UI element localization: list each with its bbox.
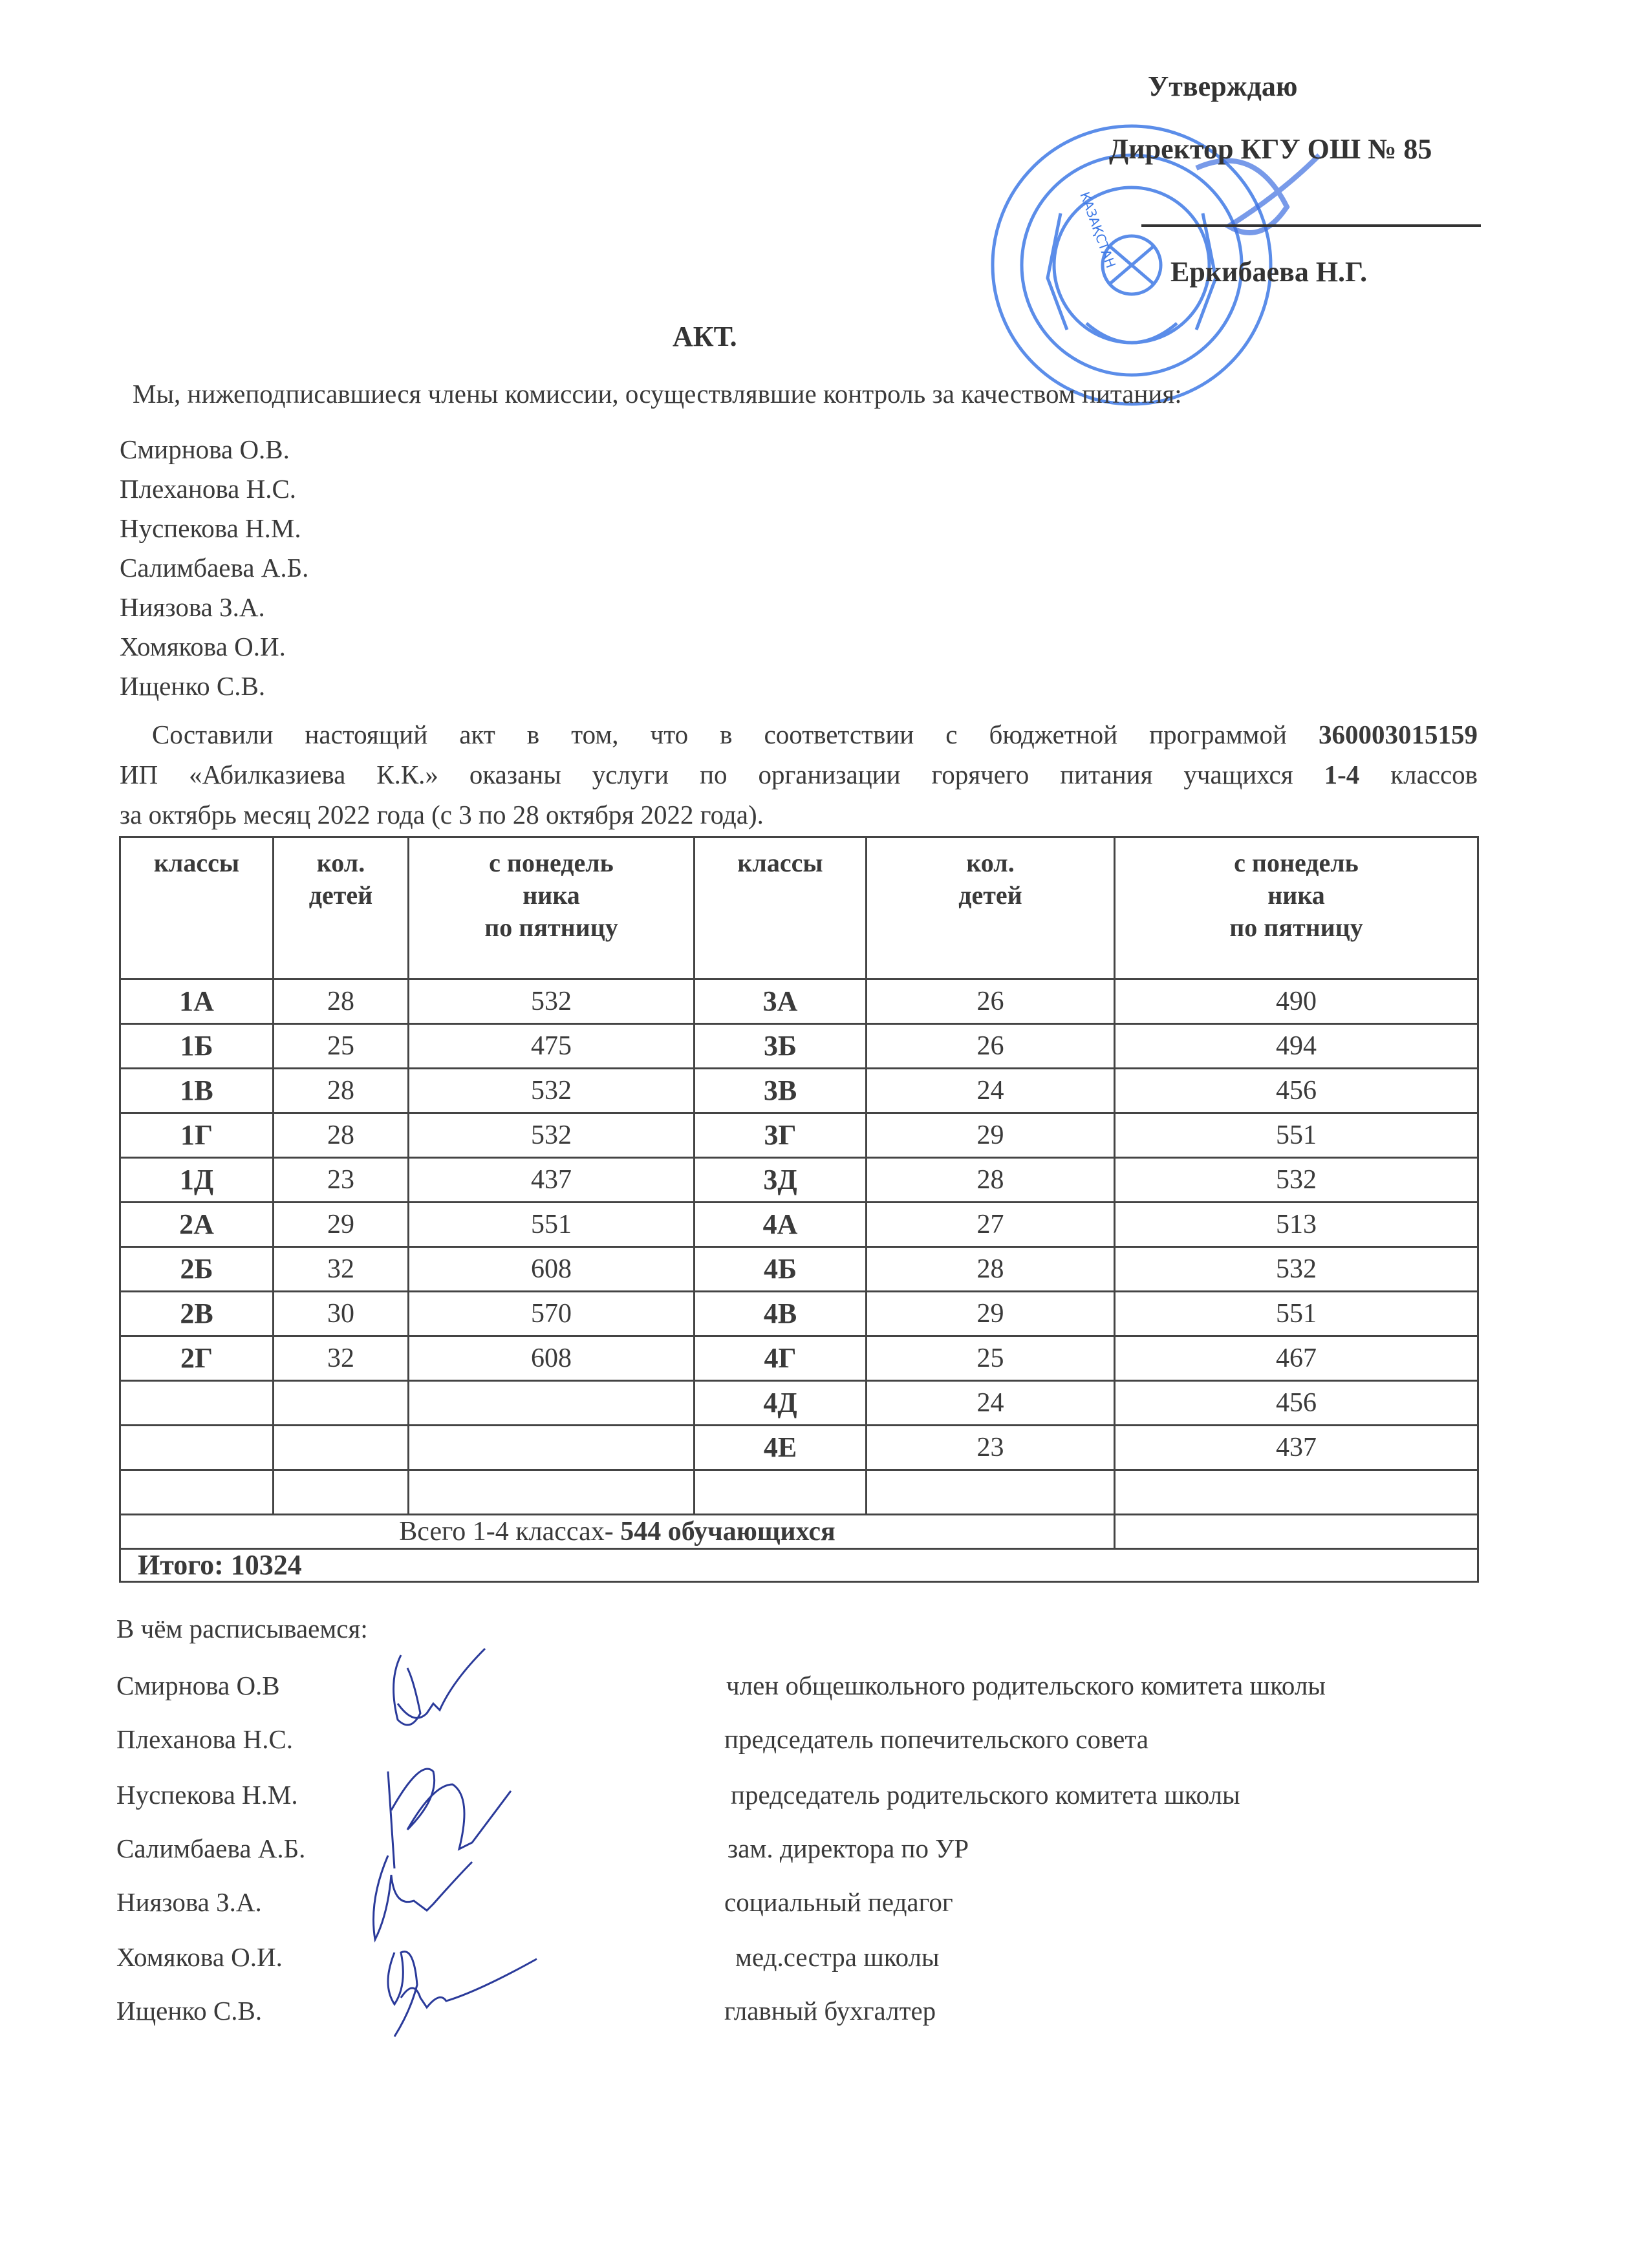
- count-cell: 23: [867, 1426, 1115, 1470]
- meals-cell: 532: [409, 979, 695, 1024]
- header-count: кол. детей: [274, 837, 409, 979]
- paragraph-line-3: за октябрь месяц 2022 года (с 3 по 28 октября 2022 года).: [120, 800, 764, 829]
- signature-name: Ищенко С.В.: [116, 1996, 263, 2026]
- signatures-heading: В чём расписываемся:: [116, 1614, 368, 1643]
- signature-name: Салимбаева А.Б.: [116, 1834, 306, 1863]
- header-classes: классы: [695, 837, 867, 979]
- signature-role: социальный педагог: [724, 1887, 953, 1917]
- meals-cell: 608: [409, 1336, 695, 1381]
- program-number: 360003015159: [1319, 720, 1478, 749]
- meals-table: [119, 836, 1479, 1583]
- header-count: кол. детей: [867, 837, 1115, 979]
- count-cell: 24: [867, 1069, 1115, 1113]
- table-row: [120, 979, 1478, 1024]
- signature-role: председатель родительского комитета школы: [731, 1780, 1240, 1810]
- count-cell: 28: [867, 1247, 1115, 1292]
- class-cell: 2Б: [120, 1247, 274, 1292]
- total-students-cell: [120, 1515, 1115, 1549]
- header-classes: классы: [120, 837, 274, 979]
- meals-cell: [409, 1381, 695, 1426]
- count-cell: 30: [274, 1292, 409, 1336]
- count-cell: 32: [274, 1247, 409, 1292]
- intro-text: Мы, нижеподписавшиеся члены комиссии, осуществлявшие контроль за качеством питания:: [133, 379, 1182, 409]
- meals-cell: 490: [1115, 979, 1478, 1024]
- table-row: [120, 1292, 1478, 1336]
- table-row: [120, 1470, 1478, 1515]
- class-cell: 3Г: [695, 1113, 867, 1158]
- class-cell: 3А: [695, 979, 867, 1024]
- count-cell: 26: [867, 1024, 1115, 1069]
- meals-cell: 467: [1115, 1336, 1478, 1381]
- meals-cell: 437: [1115, 1426, 1478, 1470]
- count-cell: 26: [867, 979, 1115, 1024]
- count-cell: 24: [867, 1381, 1115, 1426]
- table-row: [120, 1024, 1478, 1069]
- class-cell: 4В: [695, 1292, 867, 1336]
- meals-cell: 532: [409, 1069, 695, 1113]
- class-cell: 4Г: [695, 1336, 867, 1381]
- class-cell: [120, 1381, 274, 1426]
- meals-cell: 532: [1115, 1247, 1478, 1292]
- approval-signature-line: [1141, 224, 1481, 227]
- count-cell: [274, 1381, 409, 1426]
- class-cell: 2А: [120, 1203, 274, 1247]
- table-row: [120, 1069, 1478, 1113]
- document-title: АКТ.: [673, 321, 737, 352]
- count-cell: 28: [274, 1069, 409, 1113]
- signature-role: председатель попечительского совета: [724, 1724, 1148, 1754]
- meals-cell: 494: [1115, 1024, 1478, 1069]
- signature-role: член общешкольного родительского комитета школы: [726, 1671, 1326, 1700]
- stamp-text: КАЗАҚСТАН: [1077, 189, 1119, 270]
- class-cell: 3Б: [695, 1024, 867, 1069]
- header-period: с понедель ника по пятницу: [409, 837, 695, 979]
- class-cell: 1А: [120, 979, 274, 1024]
- table-row: [120, 1247, 1478, 1292]
- count-cell: 28: [274, 1113, 409, 1158]
- count-cell: 23: [274, 1158, 409, 1203]
- paragraph-line-1-text: Составили настоящий акт в том, что в соответствии с бюджетной программой: [152, 720, 1287, 749]
- signature-name: Смирнова О.В: [116, 1671, 280, 1700]
- meals-cell: 551: [1115, 1292, 1478, 1336]
- paragraph-line-2-suffix: классов: [1390, 760, 1478, 789]
- signature-khomyakova-icon: [375, 1946, 582, 2043]
- approve-label: Утверждаю: [1148, 70, 1298, 102]
- meals-cell: 551: [1115, 1113, 1478, 1158]
- member-item: Ищенко С.В.: [120, 671, 266, 701]
- table-row: [120, 1426, 1478, 1470]
- total-empty-cell: [1115, 1515, 1478, 1549]
- signature-role: мед.сестра школы: [735, 1942, 940, 1972]
- total-students: 544 обучающихся: [620, 1517, 835, 1546]
- meals-cell: 513: [1115, 1203, 1478, 1247]
- meals-cell: [409, 1426, 695, 1470]
- class-cell: [120, 1426, 274, 1470]
- class-cell: 1Д: [120, 1158, 274, 1203]
- table-row: [120, 1203, 1478, 1247]
- director-position: Директор КГУ ОШ № 85: [1109, 133, 1432, 165]
- count-cell: [867, 1470, 1115, 1515]
- signature-smirnova-icon: [362, 1642, 595, 1733]
- count-cell: 29: [867, 1113, 1115, 1158]
- count-cell: [274, 1426, 409, 1470]
- count-cell: [274, 1470, 409, 1515]
- class-cell: [695, 1470, 867, 1515]
- class-cell: 3Д: [695, 1158, 867, 1203]
- count-cell: 29: [867, 1292, 1115, 1336]
- meals-cell: 475: [409, 1024, 695, 1069]
- class-cell: 4Е: [695, 1426, 867, 1470]
- class-cell: 2Г: [120, 1336, 274, 1381]
- meals-cell: 437: [409, 1158, 695, 1203]
- signature-name: Ниязова З.А.: [116, 1887, 262, 1917]
- signature-salimbaeva-icon: [362, 1849, 530, 1946]
- table-row: [120, 1158, 1478, 1203]
- member-item: Нуспекова Н.М.: [120, 513, 301, 543]
- member-item: Салимбаева А.Б.: [120, 553, 309, 583]
- meals-cell: 456: [1115, 1069, 1478, 1113]
- grades-range: 1-4: [1324, 760, 1360, 789]
- table-row: [120, 1113, 1478, 1158]
- class-cell: 4Д: [695, 1381, 867, 1426]
- header-period: с понедель ника по пятницу: [1115, 837, 1478, 979]
- count-cell: 28: [867, 1158, 1115, 1203]
- table-row: [120, 1336, 1478, 1381]
- class-cell: 1Г: [120, 1113, 274, 1158]
- class-cell: 4А: [695, 1203, 867, 1247]
- paragraph-line-1: [120, 719, 1478, 750]
- meals-cell: 532: [1115, 1158, 1478, 1203]
- meals-cell: 570: [409, 1292, 695, 1336]
- meals-cell: [409, 1470, 695, 1515]
- count-cell: 29: [274, 1203, 409, 1247]
- signature-name: Хомякова О.И.: [116, 1942, 283, 1972]
- meals-cell: 456: [1115, 1381, 1478, 1426]
- member-item: Ниязова З.А.: [120, 592, 265, 622]
- itogo-cell: Итого: 10324: [120, 1549, 1478, 1582]
- class-cell: 1В: [120, 1069, 274, 1113]
- meals-cell: 608: [409, 1247, 695, 1292]
- count-cell: 28: [274, 979, 409, 1024]
- director-name: Еркибаева Н.Г.: [1170, 256, 1368, 288]
- count-cell: 27: [867, 1203, 1115, 1247]
- member-item: Плеханова Н.С.: [120, 474, 297, 504]
- signature-name: Плеханова Н.С.: [116, 1724, 294, 1754]
- class-cell: 1Б: [120, 1024, 274, 1069]
- meals-cell: [1115, 1470, 1478, 1515]
- signature-role: зам. директора по УР: [727, 1834, 969, 1863]
- total-row: [120, 1515, 1478, 1549]
- class-cell: [120, 1470, 274, 1515]
- table-header-row: [120, 837, 1478, 979]
- signature-role: главный бухгалтер: [724, 1996, 936, 2026]
- class-cell: 3В: [695, 1069, 867, 1113]
- signature-name: Нуспекова Н.М.: [116, 1780, 298, 1810]
- commission-members-list: [120, 430, 308, 706]
- paragraph-line-2: [120, 759, 1478, 790]
- meals-cell: 551: [409, 1203, 695, 1247]
- member-item: Смирнова О.В.: [120, 434, 290, 464]
- itogo-row: [120, 1549, 1478, 1582]
- total-prefix: Всего 1-4 классах-: [399, 1517, 621, 1546]
- member-item: Хомякова О.И.: [120, 632, 286, 661]
- count-cell: 25: [274, 1024, 409, 1069]
- paragraph-line-2-prefix: ИП «Абилказиева К.К.» оказаны услуги по организации горячего питания учащихся: [120, 760, 1293, 789]
- class-cell: 4Б: [695, 1247, 867, 1292]
- meals-cell: 532: [409, 1113, 695, 1158]
- count-cell: 32: [274, 1336, 409, 1381]
- table-row: [120, 1381, 1478, 1426]
- count-cell: 25: [867, 1336, 1115, 1381]
- class-cell: 2В: [120, 1292, 274, 1336]
